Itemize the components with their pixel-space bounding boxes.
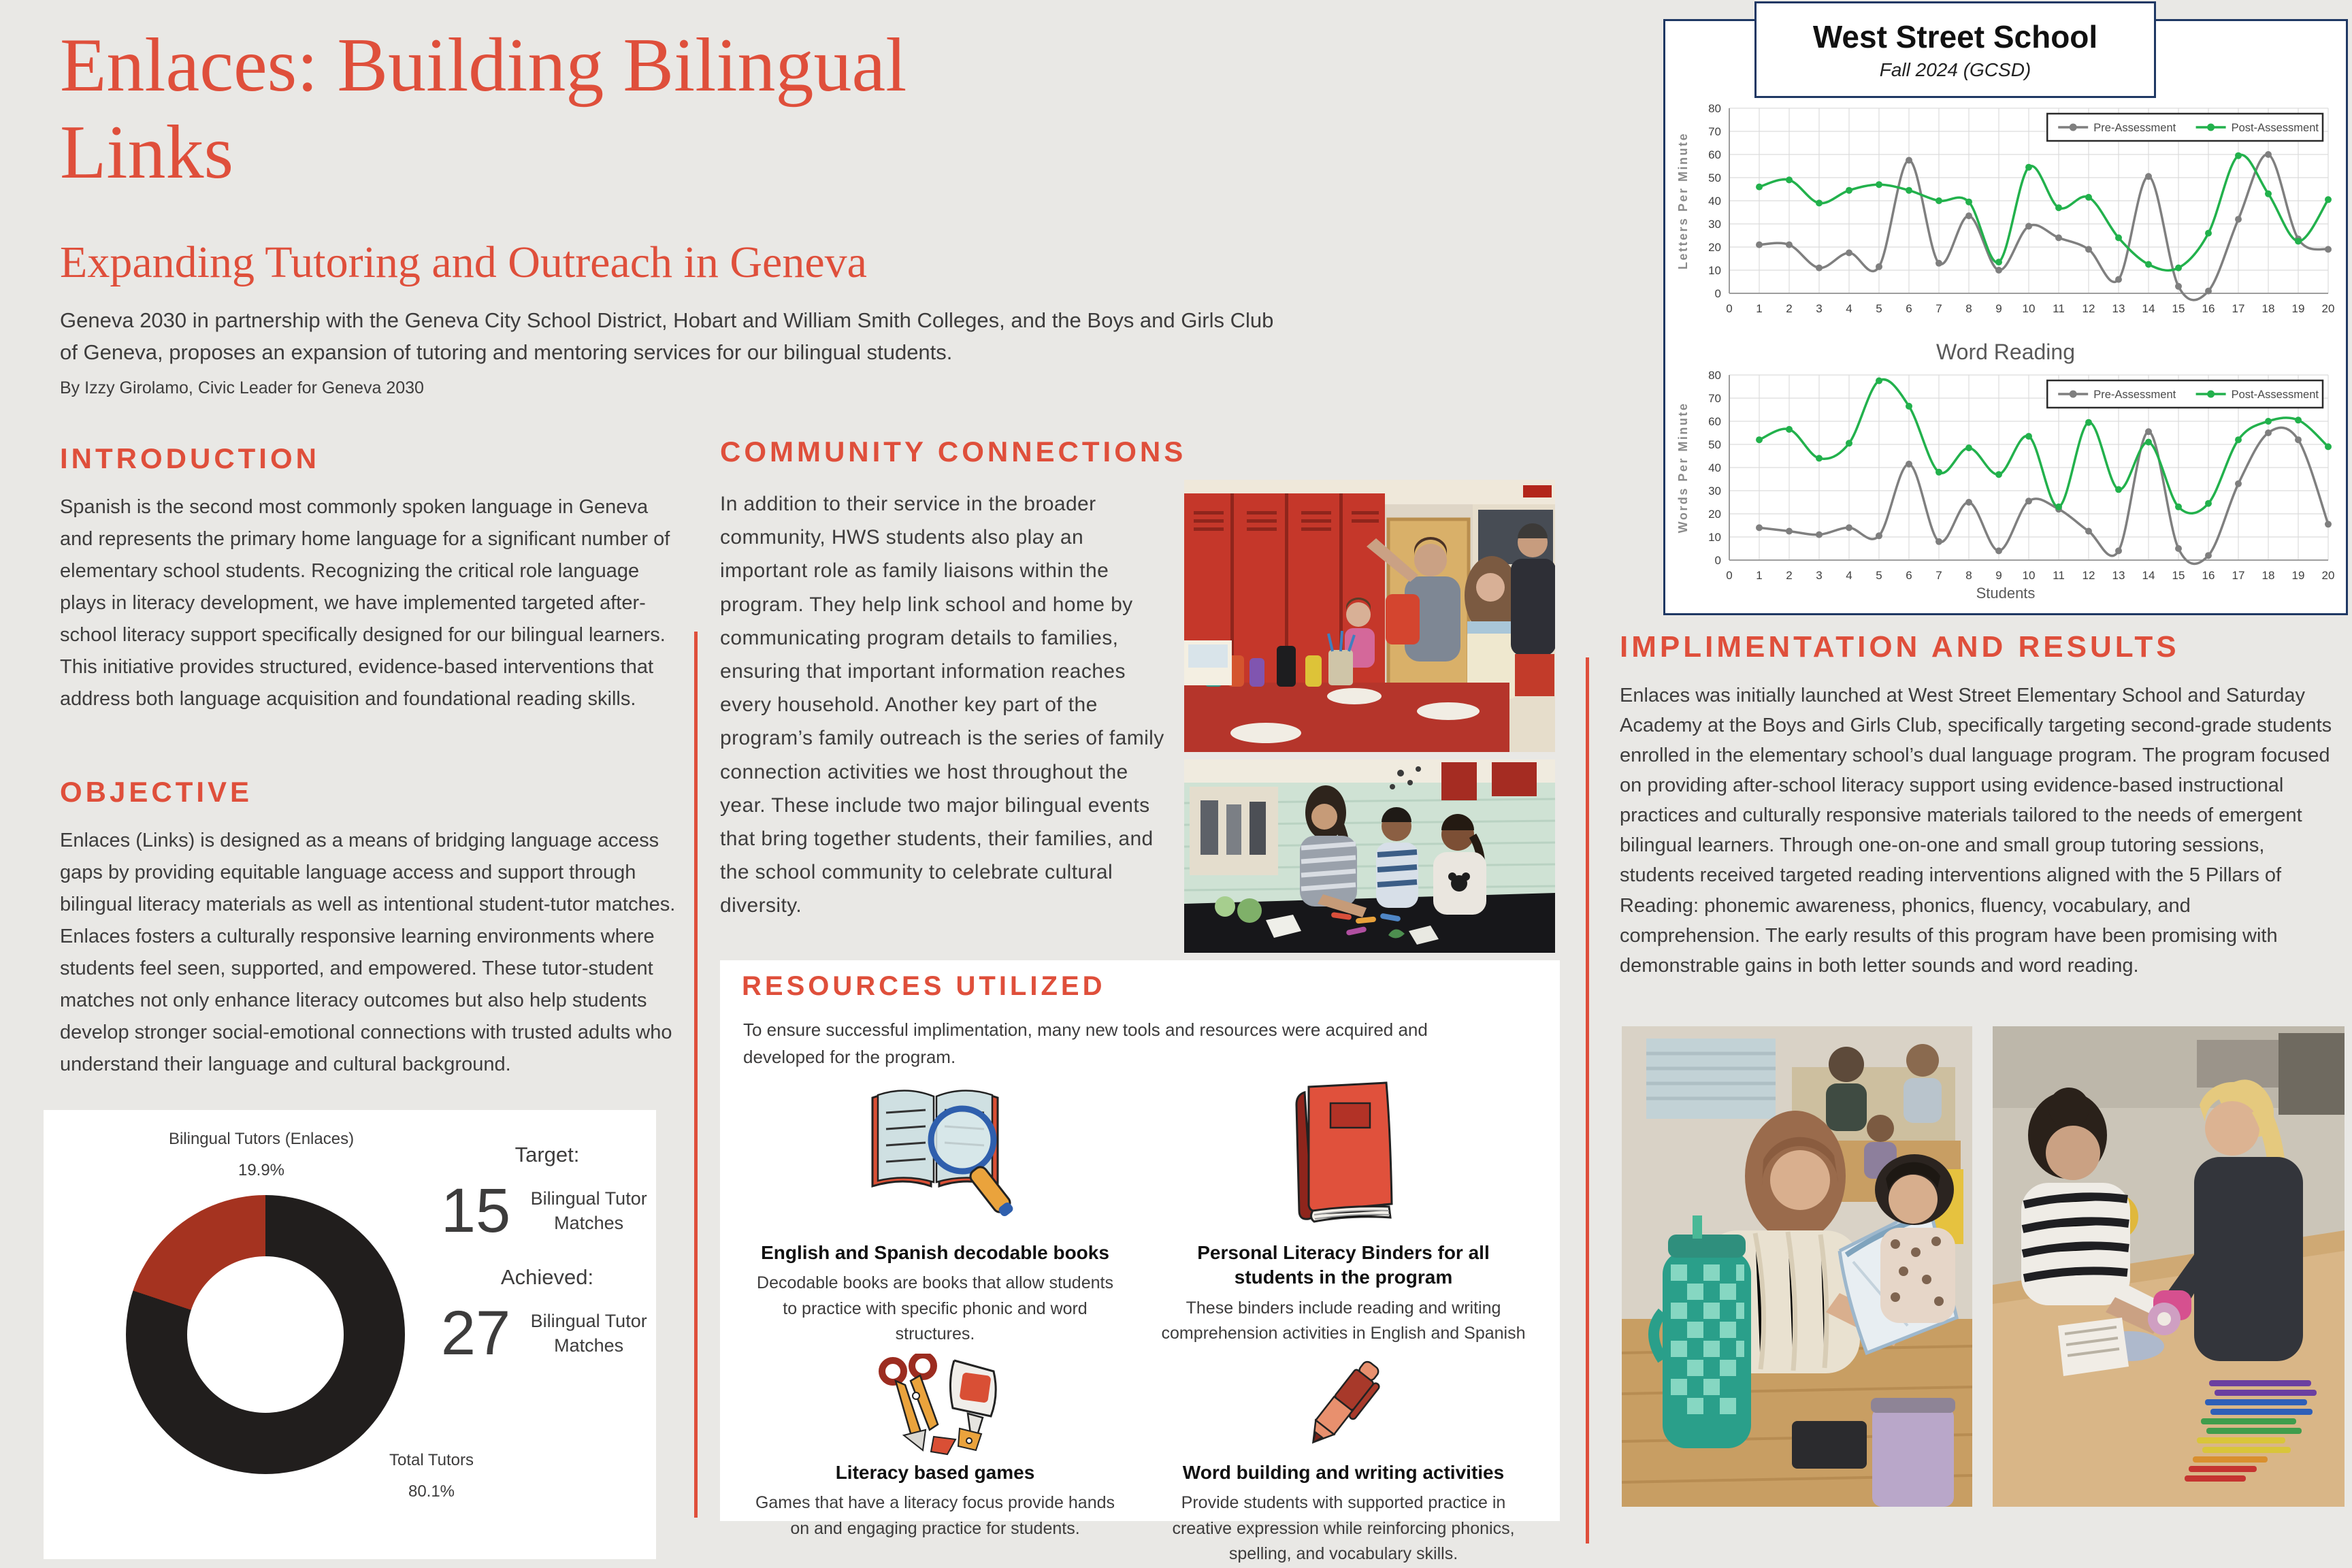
resource-body-decodable-books: Decodable books are books that allow students to practice with specific phonic and word structures. <box>757 1273 1113 1344</box>
svg-text:4: 4 <box>1846 569 1852 582</box>
community-heading: COMMUNITY CONNECTIONS <box>720 436 1187 468</box>
svg-text:Pre-Assessment: Pre-Assessment <box>2093 389 2176 401</box>
achieved-unit: Bilingual Tutor Matches <box>530 1310 647 1356</box>
objective-body: Enlaces (Links) is designed as a means of bridging language access gaps by providing equitable language access and support through bilingual literacy materials as well as intentional student-tutor matches. Enlaces fosters a culturally responsive learning environments where students feel seen, supported, and empowered. These tutor-student matches not only enhance literacy outcomes but also help students develop stronger social-emotional connections with trusted adults who understand their language and cultural background. <box>60 830 676 1075</box>
resources-card <box>720 960 1560 1564</box>
svg-text:80: 80 <box>1708 102 1721 115</box>
tutor-donut-card <box>44 1110 656 1559</box>
word-reading-chart-title: Word Reading <box>1936 340 2075 364</box>
svg-text:Post-Assessment: Post-Assessment <box>2231 122 2319 134</box>
resources-intro: To ensure successful implimentation, many new tools and resources were acquired and developed for the program. <box>743 1019 1428 1068</box>
resource-body-literacy-binders: These binders include reading and writing comprehension activities in English and Spanish <box>1161 1298 1526 1343</box>
svg-text:0: 0 <box>1726 569 1733 582</box>
page-title-line1: Enlaces: Building Bilingual <box>60 23 907 108</box>
letter-sounds-line-chart <box>1672 100 2339 325</box>
svg-text:Words Per Minute: Words Per Minute <box>1676 402 1690 534</box>
objective-heading: OBJECTIVE <box>60 776 253 808</box>
svg-text:18: 18 <box>2261 302 2275 315</box>
school-name: West Street School <box>1812 19 2098 54</box>
achieved-value: 27 <box>440 1298 511 1368</box>
pen-icon <box>1289 1353 1398 1456</box>
introduction-body: Spanish is the second most commonly spoken language in Geneva and represents the primary home language for a significant number of elementary school students. Recognizing the critical role language plays in literacy development, we have implemented targeted after-school literacy support specifically designed for our bilingual learners. This initiative provides structured, evidence-based interventions that address both language acquisition and foundational reading skills. <box>60 496 670 710</box>
divider-left-red-line <box>694 632 698 1518</box>
donut-label-total-text: Total Tutors <box>389 1451 474 1469</box>
target-unit: Bilingual Tutor Matches <box>530 1188 647 1233</box>
svg-text:30: 30 <box>1708 218 1721 231</box>
word-reading-line-chart <box>1672 367 2339 591</box>
svg-text:12: 12 <box>2082 569 2095 582</box>
svg-text:70: 70 <box>1708 392 1721 405</box>
svg-text:Pre-Assessment: Pre-Assessment <box>2093 122 2176 134</box>
resource-body-word-building: Provide students with supported practice in creative expression while reinforcing phonics, spelling, and vocabulary skills. <box>1172 1493 1515 1564</box>
red-book-icon <box>1279 1075 1408 1237</box>
resource-title-decodable-books: English and Spanish decodable books <box>761 1242 1109 1263</box>
introduction-heading: INTRODUCTION <box>60 442 320 474</box>
page-title-line2: Links <box>60 110 234 195</box>
svg-text:9: 9 <box>1995 302 2002 315</box>
svg-text:17: 17 <box>2232 569 2245 582</box>
svg-text:2: 2 <box>1786 569 1793 582</box>
implementation-heading: IMPLIMENTATION AND RESULTS <box>1620 630 2180 664</box>
svg-text:60: 60 <box>1708 148 1721 161</box>
word-reading-xaxis-label: Students <box>1976 585 2036 602</box>
svg-text:18: 18 <box>2261 569 2275 582</box>
photo-gem-craft-activity <box>1993 1026 2345 1507</box>
book-magnifier-icon <box>853 1075 1017 1237</box>
donut-label-bilingual-pct: 19.9% <box>238 1160 285 1179</box>
photo-family-paint-night-illustration <box>1184 480 1555 752</box>
resources-grid <box>731 1075 1548 1567</box>
target-row <box>440 1176 653 1245</box>
svg-text:20: 20 <box>2321 302 2335 315</box>
achieved-label: Achieved: <box>500 1265 594 1289</box>
photo-family-craft-table <box>1184 760 1555 953</box>
svg-text:0: 0 <box>1714 554 1721 567</box>
svg-text:7: 7 <box>1936 302 1942 315</box>
tutor-donut-chart <box>126 1195 405 1474</box>
resource-body-literacy-games: Games that have a literacy focus provide hands on and engaging practice for students. <box>755 1493 1115 1538</box>
photo-gem-craft-activity-illustration <box>1993 1026 2345 1507</box>
svg-text:5: 5 <box>1876 569 1882 582</box>
svg-text:11: 11 <box>2053 569 2065 582</box>
donut-label-bilingual-text: Bilingual Tutors (Enlaces) <box>168 1130 355 1148</box>
svg-text:1: 1 <box>1756 569 1763 582</box>
svg-text:80: 80 <box>1708 369 1721 382</box>
svg-text:40: 40 <box>1708 461 1721 474</box>
svg-text:10: 10 <box>1708 264 1721 277</box>
tutor-match-stats <box>440 1143 649 1388</box>
photo-family-craft-table-illustration <box>1184 760 1555 953</box>
svg-text:16: 16 <box>2202 569 2215 582</box>
svg-text:50: 50 <box>1708 172 1721 184</box>
svg-text:13: 13 <box>2112 302 2125 315</box>
svg-text:8: 8 <box>1965 302 1972 315</box>
school-term: Fall 2024 (GCSD) <box>1879 59 2031 80</box>
svg-text:19: 19 <box>2291 569 2305 582</box>
svg-text:20: 20 <box>2321 569 2335 582</box>
target-label: Target: <box>514 1143 580 1166</box>
svg-text:8: 8 <box>1965 569 1972 582</box>
svg-text:2: 2 <box>1786 302 1793 315</box>
svg-text:5: 5 <box>1876 302 1882 315</box>
svg-text:10: 10 <box>2022 569 2036 582</box>
resource-title-literacy-games: Literacy based games <box>835 1461 1035 1483</box>
svg-text:10: 10 <box>2022 302 2036 315</box>
resource-item-decodable-books <box>731 1075 1139 1348</box>
svg-text:9: 9 <box>1995 569 2002 582</box>
resource-item-word-building <box>1139 1353 1548 1567</box>
donut-label-bilingual <box>118 1124 404 1186</box>
implementation-body: Enlaces was initially launched at West Street Elementary School and Saturday Academy at the Boys and Girls Club, specifically targeting second-grade students enrolled in the elementary school’s dual language program. The program focused on providing after-school literacy support using evidence-based instructional practices and culturally responsive materials tailored to the needs of emergent bilingual learners. Through one-on-one and small group tutoring sessions, students received targeted reading interventions aligned with the 5 Pillars of Reading: phonemic awareness, phonics, fluency, vocabulary, and comprehension. The early results of this program have been promising with demonstrable gains in both letter sounds and word reading. <box>1620 685 2332 977</box>
svg-text:15: 15 <box>2172 569 2185 582</box>
photo-tutor-reading-book-illustration <box>1622 1026 1972 1507</box>
resource-item-literacy-binders <box>1139 1075 1548 1348</box>
donut-label-total <box>329 1445 534 1507</box>
svg-text:20: 20 <box>1708 508 1721 521</box>
svg-text:6: 6 <box>1906 569 1912 582</box>
svg-text:60: 60 <box>1708 415 1721 428</box>
svg-text:Post-Assessment: Post-Assessment <box>2231 389 2319 401</box>
divider-right-red-line <box>1586 657 1589 1544</box>
svg-text:70: 70 <box>1708 125 1721 138</box>
donut-label-total-pct: 80.1% <box>408 1482 455 1501</box>
svg-text:13: 13 <box>2112 569 2125 582</box>
assessment-chart-panel <box>1663 19 2348 615</box>
svg-text:14: 14 <box>2142 302 2155 315</box>
lede-paragraph: Geneva 2030 in partnership with the Geneva City School District, Hobart and William Smith Colleges, and the Boys and Girls Club of Geneva, proposes an expansion of tutoring and mentoring services for our bilingual students. <box>60 308 1274 364</box>
photo-tutor-reading-book <box>1622 1026 1972 1507</box>
byline: By Izzy Girolamo, Civic Leader for Geneva 2030 <box>60 378 424 397</box>
svg-text:19: 19 <box>2291 302 2305 315</box>
svg-text:12: 12 <box>2082 302 2095 315</box>
svg-text:4: 4 <box>1846 302 1852 315</box>
svg-text:40: 40 <box>1708 195 1721 208</box>
achieved-row <box>440 1298 653 1368</box>
svg-text:16: 16 <box>2202 302 2215 315</box>
svg-text:Letters Per Minute: Letters Per Minute <box>1676 131 1690 270</box>
community-body: In addition to their service in the broader community, HWS students also play an important role as family liaisons within the program. They help link school and home by communicating program details to families, ensuring that important information reaches every household. Another key part of the program’s family outreach is the series of family connection activities we host throughout the year. These include two major bilingual events that bring together students, their families, and the school community to celebrate cultural diversity. <box>720 493 1164 917</box>
svg-text:50: 50 <box>1708 438 1721 451</box>
chart-panel-title-box <box>1754 1 2156 98</box>
resource-title-literacy-binders: Personal Literacy Binders for all students in the program <box>1197 1242 1490 1288</box>
svg-text:14: 14 <box>2142 569 2155 582</box>
svg-text:1: 1 <box>1756 302 1763 315</box>
scissors-glue-icon <box>860 1353 1010 1456</box>
svg-text:15: 15 <box>2172 302 2185 315</box>
svg-text:0: 0 <box>1726 302 1733 315</box>
svg-text:0: 0 <box>1714 287 1721 300</box>
svg-text:3: 3 <box>1816 302 1823 315</box>
svg-text:20: 20 <box>1708 241 1721 254</box>
svg-text:10: 10 <box>1708 531 1721 544</box>
resource-item-literacy-games <box>731 1353 1139 1567</box>
photo-family-paint-night <box>1184 480 1555 752</box>
svg-text:3: 3 <box>1816 569 1823 582</box>
svg-text:7: 7 <box>1936 569 1942 582</box>
resources-heading: RESOURCES UTILIZED <box>742 971 1106 1001</box>
svg-text:30: 30 <box>1708 485 1721 497</box>
svg-text:11: 11 <box>2053 302 2065 315</box>
svg-text:6: 6 <box>1906 302 1912 315</box>
svg-text:17: 17 <box>2232 302 2245 315</box>
page-subtitle: Expanding Tutoring and Outreach in Geneva <box>60 238 867 287</box>
target-value: 15 <box>440 1176 511 1245</box>
resource-title-word-building: Word building and writing activities <box>1182 1461 1505 1483</box>
